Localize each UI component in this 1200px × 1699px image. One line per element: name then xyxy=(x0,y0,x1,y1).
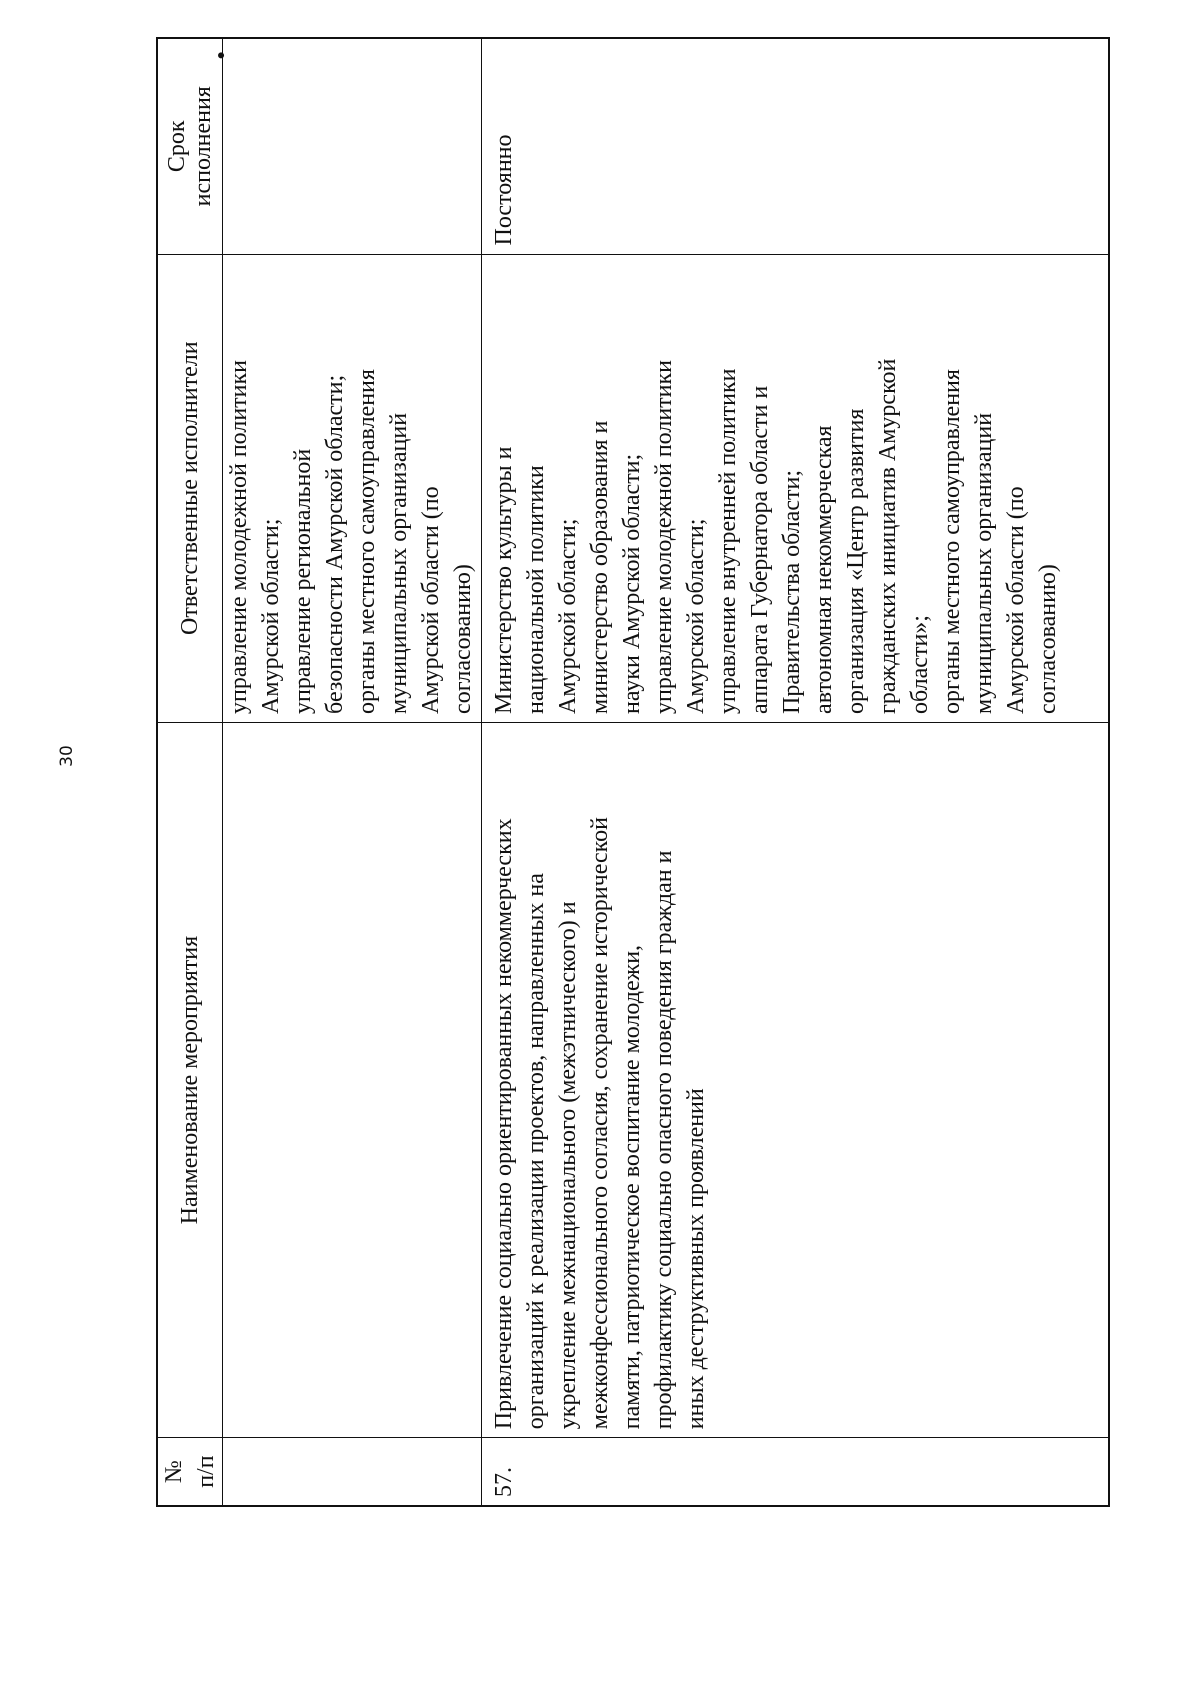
header-executors: Ответственные исполнители xyxy=(157,254,223,722)
table-header-row xyxy=(157,38,223,1506)
page-number: 30 xyxy=(57,745,77,767)
row-number: 57. xyxy=(482,1438,1110,1506)
row-term-cell xyxy=(214,38,482,254)
dot-mark-icon: ● xyxy=(214,51,229,60)
row-executors: управление молодежной политики Амурской области; управление региональной безопасности Амурской области; органы местного самоуправления муниципальных организаций Амурской области (по согласованию) xyxy=(223,254,482,722)
header-number: № п/п xyxy=(157,1438,223,1506)
rotated-table-wrapper xyxy=(156,37,1106,1507)
table-row xyxy=(223,38,482,1506)
row-name: Привлечение социально ориентированных некоммерческих организаций к реализации проектов, направленных на укрепление межнационального (межэтнического) и межконфессионального согласия, сохранение исторической памяти, патриотическое воспитание молодежи, профилактику социально опасного поведения граждан и иных деструктивных проявлений xyxy=(482,722,1110,1437)
row-term: Постоянно xyxy=(482,38,1110,254)
table-row xyxy=(482,38,1110,1506)
measures-table xyxy=(156,37,1110,1507)
row-executors: Министерство культуры и национальной политики Амурской области; министерство образования и науки Амурской области; управление молодежной политики Амурской области; управление внутренней политики аппарата Губернатора области и Правительства области; автономная некоммерческая организация «Центр развития гражданских инициатив Амурской области»; органы местного самоуправления муниципальных организаций Амурской области (по согласованию) xyxy=(482,254,1110,722)
header-term: Срок исполнения xyxy=(157,38,223,254)
header-name: Наименование мероприятия xyxy=(157,722,223,1437)
row-name xyxy=(223,722,482,1437)
row-number xyxy=(223,1438,482,1506)
